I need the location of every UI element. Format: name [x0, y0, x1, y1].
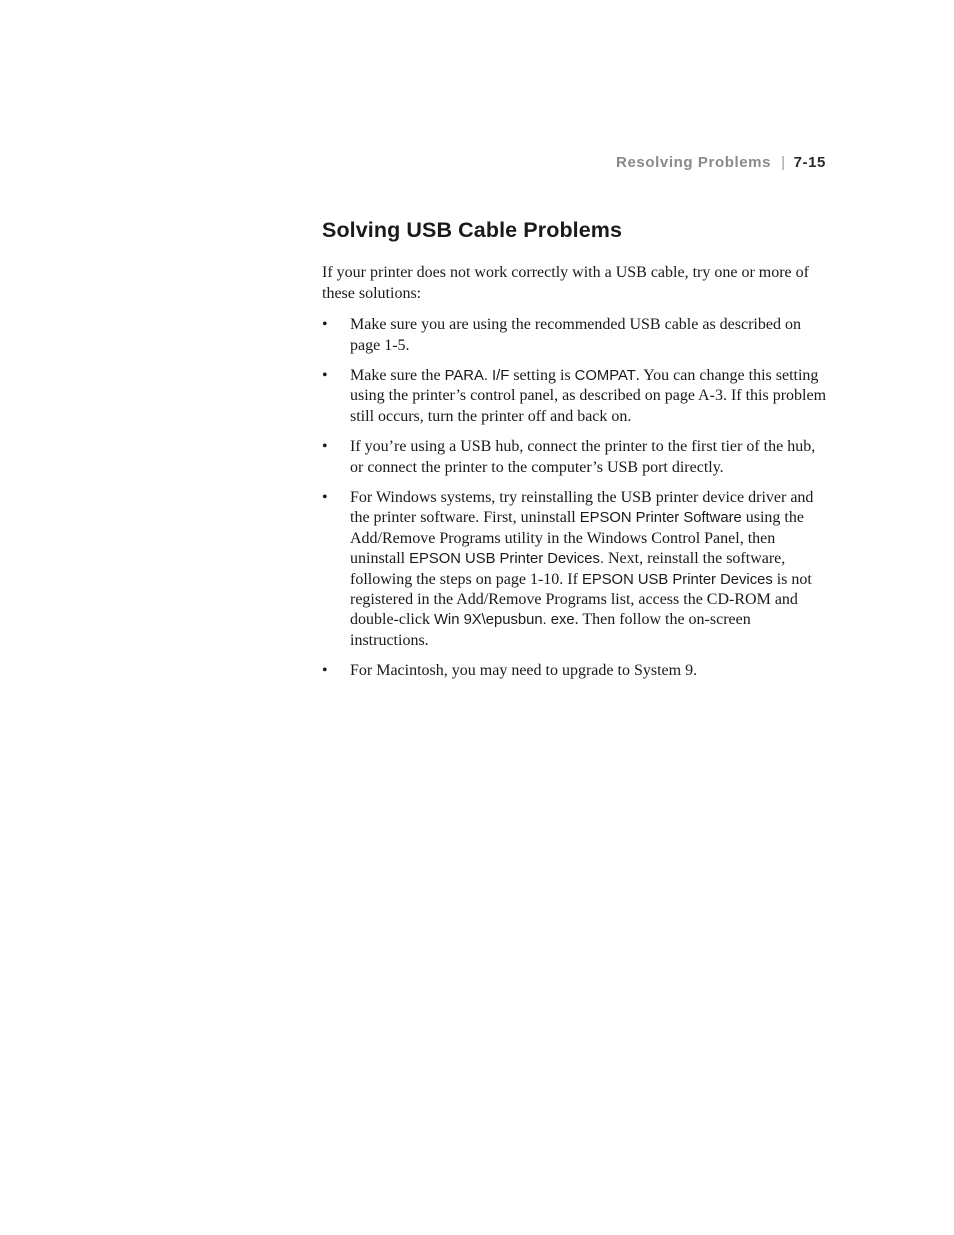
item-text: If you’re using a USB hub, connect the printer to the first tier of the hub, or connect the printer to the computer’s USB port directly. — [350, 438, 816, 476]
bullet-icon: • — [322, 662, 328, 680]
item-text: using the Add/Remove Programs utility in the Windows Control Panel, then uninstall — [350, 509, 804, 568]
ui-term: Win 9X\epusbun. exe — [433, 612, 575, 629]
ui-term: EPSON USB Printer Devices. — [409, 551, 604, 568]
item-text: For Windows systems, try reinstalling the USB printer device driver and the printer software. First, uninstall — [350, 489, 814, 527]
main-content — [322, 218, 830, 692]
running-header — [616, 154, 826, 171]
header-separator: | — [781, 154, 786, 171]
solutions-list — [322, 315, 830, 682]
page-number: 7-15 — [793, 154, 826, 171]
ui-term: EPSON Printer Software — [579, 510, 742, 527]
page-title: Solving USB Cable Problems — [322, 218, 623, 242]
item-text: . Then follow the on-screen instructions. — [350, 611, 751, 649]
list-item — [322, 315, 830, 356]
list-item — [322, 366, 830, 427]
item-text: Make sure the — [350, 367, 445, 384]
bullet-icon: • — [322, 367, 328, 384]
item-text: . You can change this setting using the printer’s control panel, as described on page A-3. If this problem still occurs, turn the printer off and back on. — [350, 367, 827, 425]
item-text: Next, reinstall the software, following the steps on page 1-10. If — [350, 550, 786, 588]
bullet-icon: • — [322, 438, 328, 456]
bullet-icon: • — [322, 489, 328, 507]
list-item — [322, 488, 830, 651]
item-text: setting is — [509, 367, 575, 384]
item-text: Make sure you are using the recommended USB cable as described on page 1-5. — [350, 316, 801, 354]
intro-paragraph: If your printer does not work correctly with a USB cable, try one or more of these solutions: — [322, 264, 809, 302]
bullet-icon: • — [322, 316, 328, 334]
item-text: For Macintosh, you may need to upgrade to System 9. — [350, 662, 698, 680]
item-text: is not registered in the Add/Remove Programs list, access the CD-ROM and double-click — [350, 570, 812, 629]
list-item — [322, 437, 830, 478]
section-title: Resolving Problems — [616, 154, 772, 171]
ui-term: EPSON USB Printer Devices — [581, 571, 773, 588]
ui-term: COMPAT — [574, 368, 636, 384]
ui-term: PARA. I/F — [444, 368, 510, 384]
list-item — [322, 661, 830, 681]
